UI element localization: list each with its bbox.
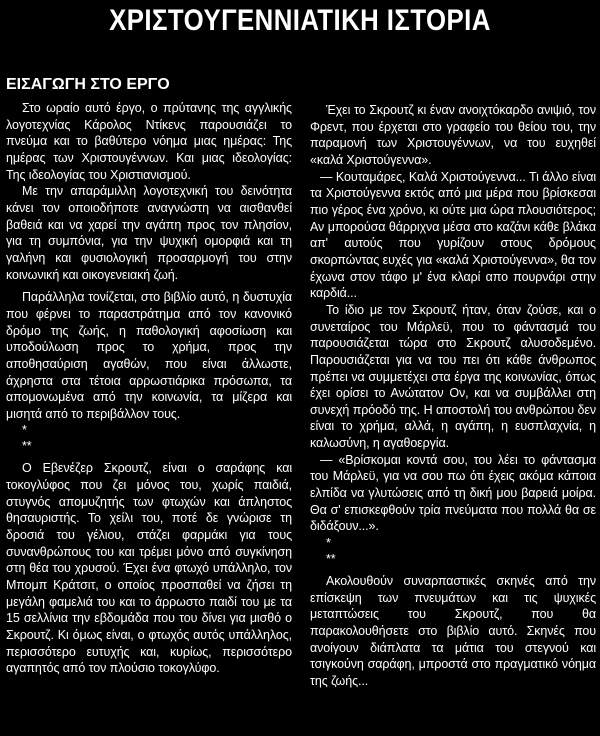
- separator-stars: **: [326, 552, 336, 567]
- section-heading: ΕΙΣΑΓΩΓΗ ΣΤΟ ΕΡΓΟ: [6, 76, 170, 93]
- paragraph: Το ίδιο με τον Σκρουτζ ήταν, όταν ζούσε, και ο συνεταίρος του Μάρλεϋ, που το φάντασμά του παρουσιάζεται τώρα στο Σκρουτζ αλυσοδεμένο. Παρουσιάζεται για να του πει ότι κάθε άνθρωπος πρέπει να συμμετέχει στα έργα της κοινωνίας, όπως έχει ορίσει το Ανώτατον Ον, και να συμβάλλει στη συνεχή πρόοδό της. Η αποστολή του ανθρώπου δεν είναι το χρήμα, αλλά, η αγάπη, η ευσπλαχνία, η καλωσύνη, η αγαθοεργία.: [310, 302, 596, 451]
- paragraph: — Κουταμάρες, Καλά Χριστούγεννα... Τι άλλο είναι τα Χριστούγεννα εκτός από μια μέρα που βρίσκεσαι πιο γέρος ένα χρόνο, κι ούτε μια ώρα πλουσιότερος; Αν μπορούσα θάρριχνα μέσα στο καζάνι κάθε βλάκα απ' αυτούς που γυρίζουν στους δρόμους σκορπώντας ευχές για «καλά Χριστούγεννα», θα τον έχωνα στον τάφο μ' ένα κλαρί απο πουρνάρι στην καρδιά...: [310, 169, 596, 301]
- right-column: [310, 102, 596, 690]
- paragraph: Στο ωραίο αυτό έργο, ο πρύτανης της αγγλικής λογοτεχνίας Κάρολος Ντίκενς παρουσιάζει το πνεύμα και το βαθύτερο νόημα μιας ημέρας: Της ημέρας των Χριστουγέννων. Και μιας ιδεολογίας: Της ιδεολογίας του Χριστιανισμού.: [6, 101, 292, 182]
- left-column: [6, 100, 292, 677]
- page-title: ΧΡΙΣΤΟΥΓΕΝΝΙΑΤΙΚΗ ΙΣΤΟΡΙΑ: [109, 4, 491, 37]
- paragraph: Ο Εβενέζερ Σκρουτζ, είναι ο σαράφης και τοκογλύφος που ζει μόνος του, χωρίς παιδιά, στυγνός απομυζητής των φτωχών και άπληστος θησαυριστής. Το χείλι του, ποτέ δε γνώρισε τη δροσιά του γέλιου, στάζει φαρμάκι για τους συνανθρώπους του και τρέμει μόνο από συγκίνηση στη θέα του χρυσού. Έχει ένα φτωχό υπάλληλο, τον Μπομπ Κράτσιτ, ο οποίος προσπαθεί να ζήσει τη μεγάλη φαμελιά του και το άρρωστο παιδί του με τα 15 σελλίνια την εβδομάδα που του δίνει για μισθό ο Σκρουτζ. Κι όμως είναι, ο φτωχός αυτός υπάλληλος, περισσότερο ευτυχής και, κυρίως, περισσότερο αγαπητός από τον πλούσιο τοκογλύφο.: [6, 461, 292, 676]
- paragraph: Έχει το Σκρουτζ κι έναν ανοιχτόκαρδο ανιψιό, τον Φρεντ, που έρχεται στο γραφείο του θείου του, την παραμονή των Χριστουγέννων, να του ευχηθεί «καλά Χριστούγεννα».: [310, 103, 596, 167]
- separator-star: *: [326, 536, 331, 551]
- paragraph: Με την απαράμιλλη λογοτεχνική του δεινότητα κάνει τον οποιοδήποτε αναγνώστη να αισθανθεί βαθειά και να χαρεί την αγάπη προς τον πλησίον, για τη συμπόνια, για την ψυχική ομορφιά και τη γαλήνη και φυσιολογική προσαρμογή του στην κοινωνική και οικογενειακή ζωή.: [6, 184, 292, 282]
- paragraph: — «Βρίσκομαι κοντά σου, του λέει το φάντασμα του Μάρλεϋ, για να σου πω ότι έχεις ακόμα κάποια ελπίδα να γλυτώσεις από τη δική μου βαρειά μοίρα. Θα σ' επισκεφθούν τρία πνεύματα που πολλά θα σε διδάξουν...».: [310, 452, 596, 534]
- paragraph: Ακολουθούν συναρπαστικές σκηνές από την επίσκεψη των πνευμάτων και τις ψυχικές μεταπτώσεις του Σκρουτζ, που θα παρακολουθήσετε στο βιβλίο αυτό. Σκηνές που ανοίγουν διάπλατα τα μάτια του στεγνού και τσιγκούνη σαράφη, μπροστά στο πραγματικό νόημα της ζωής...: [310, 574, 596, 688]
- separator-stars: **: [22, 439, 32, 454]
- paragraph: Παράλληλα τονίζεται, στο βιβλίο αυτό, η δυστυχία που φέρνει το παραστράτημα από τον κανονικό δρόμο της ζωής, η παθολογική αφοσίωση και υποδούλωση προς το χρήμα, προς την αποθησαύριση αγαθών, που είναι άλλωστε, άχρηστα στα τέτοια αρρωστιάρικα πρόσωπα, τα απομονωμένα από την κοινωνία, τα μίζερα και μισητά από το περιβάλλον τους.: [6, 290, 292, 421]
- separator-star: *: [22, 423, 27, 438]
